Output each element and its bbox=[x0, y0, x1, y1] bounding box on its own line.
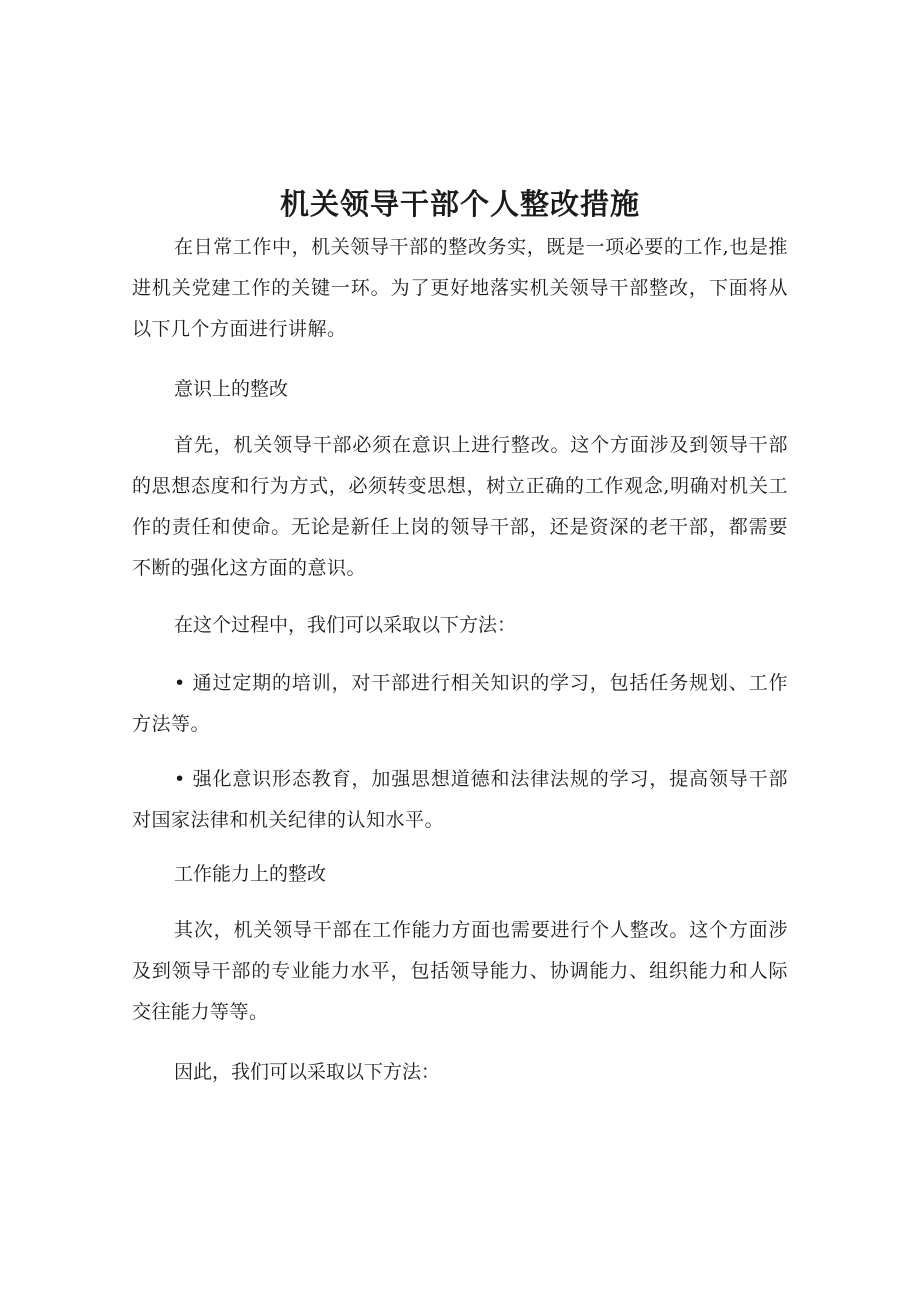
section-body-awareness: 首先，机关领导干部必须在意识上进行整改。这个方面涉及到领导干部的思想态度和行为方式，必须转变思想，树立正确的工作观念,明确对机关工作的责任和使命。无论是新任上岗的领导干部，还是资深的老干部，都需要不断的强化这方面的意识。 bbox=[132, 434, 788, 579]
section-body-ability: 其次，机关领导干部在工作能力方面也需要进行个人整改。这个方面涉及到领导干部的专业能力水平，包括领导能力、协调能力、组织能力和人际交往能力等等。 bbox=[132, 919, 788, 1023]
methods-intro-awareness: 在这个过程中，我们可以采取以下方法： bbox=[174, 614, 517, 636]
methods-intro-ability: 因此，我们可以采取以下方法： bbox=[174, 1061, 441, 1083]
document-title: 机关领导干部个人整改措施 bbox=[279, 187, 640, 221]
section-heading-ability: 工作能力上的整改 bbox=[174, 863, 327, 885]
section-heading-awareness: 意识上的整改 bbox=[174, 378, 289, 400]
intro-paragraph: 在日常工作中，机关领导干部的整改务实，既是一项必要的工作,也是推进机关党建工作的关键一环。为了更好地落实机关领导干部整改，下面将从以下几个方面进行讲解。 bbox=[132, 236, 788, 340]
bullet-item-ideology: • 强化意识形态教育，加强思想道德和法律法规的学习，提高领导干部对国家法律和机关纪律的认知水平。 bbox=[132, 768, 788, 831]
bullet-item-training: • 通过定期的培训，对干部进行相关知识的学习，包括任务规划、工作方法等。 bbox=[132, 672, 788, 735]
